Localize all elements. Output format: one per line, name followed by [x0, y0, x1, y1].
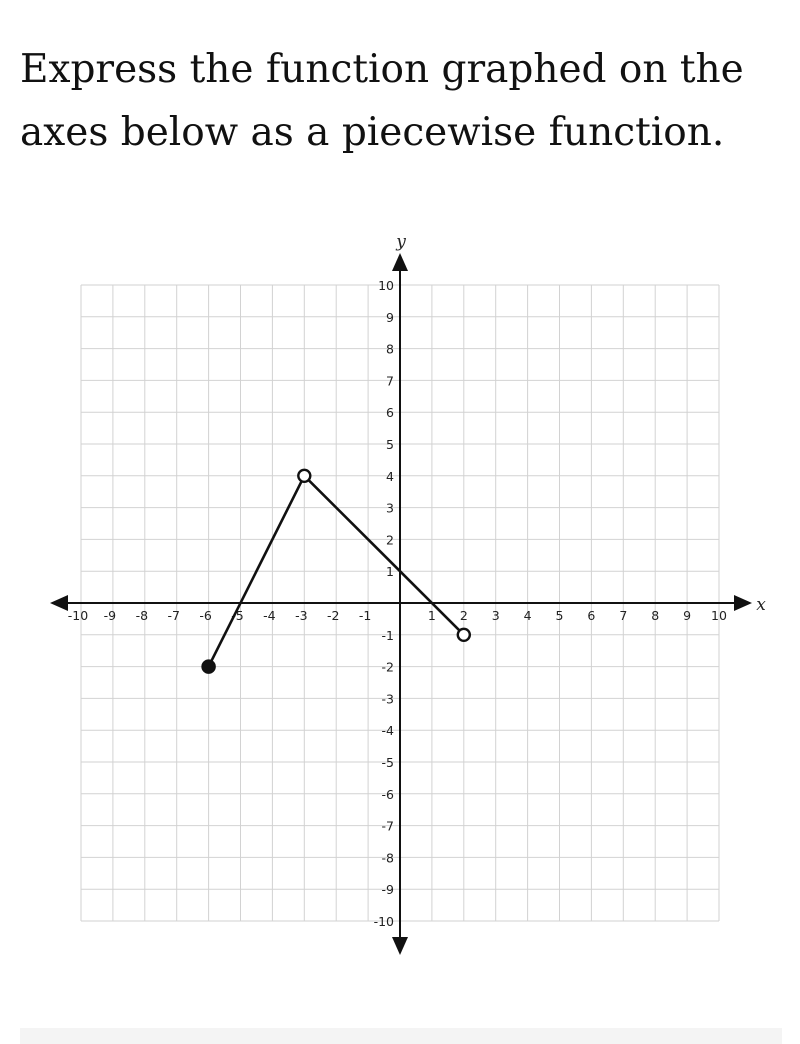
question-line-2: axes below as a piecewise function. — [20, 110, 725, 155]
y-tick-label: 5 — [386, 437, 394, 452]
y-tick-label: -9 — [381, 882, 394, 898]
y-tick-label: -2 — [381, 659, 394, 675]
x-tick-label: 3 — [491, 608, 500, 623]
y-tick-label: 8 — [386, 341, 394, 357]
x-tick-label: -10 — [67, 608, 89, 623]
y-tick-label: -5 — [381, 755, 394, 770]
y-tick-label: -10 — [373, 914, 394, 929]
y-tick-label: 1 — [386, 564, 394, 580]
y-tick-label: -8 — [381, 850, 394, 866]
x-axis-label: x — [756, 595, 766, 615]
y-tick-label: 10 — [378, 278, 394, 293]
x-tick-label: 4 — [523, 608, 532, 623]
x-tick-label: -8 — [135, 608, 149, 623]
x-tick-label: 1 — [427, 608, 436, 623]
x-tick-label: 5 — [555, 608, 564, 623]
x-tick-label: -2 — [326, 608, 340, 623]
x-axis-right-arrow-icon — [734, 595, 752, 611]
y-tick-label: 4 — [386, 468, 394, 484]
x-axis-left-arrow-icon — [50, 595, 68, 611]
y-tick-label: 3 — [386, 500, 394, 516]
x-tick-label: -1 — [358, 608, 372, 623]
y-tick-label: -7 — [381, 818, 394, 834]
x-tick-label: -3 — [295, 608, 308, 623]
y-tick-label: -1 — [381, 627, 394, 643]
y-tick-label: 7 — [386, 373, 394, 389]
question-line-1: Express the function graphed on the — [20, 47, 744, 92]
x-tick-label: 7 — [619, 608, 628, 623]
y-tick-label: 6 — [386, 405, 394, 421]
y-tick-label: -6 — [381, 786, 394, 802]
x-tick-label: -7 — [167, 608, 180, 623]
x-tick-label: -6 — [199, 608, 212, 623]
y-axis-up-arrow-icon — [392, 253, 408, 271]
x-tick-label: 9 — [683, 608, 692, 623]
x-tick-label: -5 — [231, 608, 244, 623]
open-endpoint — [458, 629, 470, 641]
y-tick-label: -4 — [381, 723, 394, 739]
y-tick-label: 2 — [386, 532, 394, 548]
axes — [50, 253, 752, 955]
x-tick-label: 6 — [587, 608, 596, 623]
y-axis-down-arrow-icon — [392, 937, 408, 955]
y-axis-label: y — [396, 232, 406, 252]
closed-endpoint — [202, 660, 215, 673]
x-tick-label: 2 — [459, 608, 468, 623]
y-tick-label: -3 — [381, 691, 394, 707]
x-tick-label: -4 — [263, 608, 276, 623]
answer-area — [20, 1028, 782, 1044]
x-tick-label: 10 — [711, 608, 727, 623]
y-tick-label: 9 — [386, 309, 394, 325]
x-tick-label: -9 — [103, 608, 117, 623]
x-tick-label: 8 — [651, 608, 660, 623]
open-endpoint — [298, 470, 310, 482]
